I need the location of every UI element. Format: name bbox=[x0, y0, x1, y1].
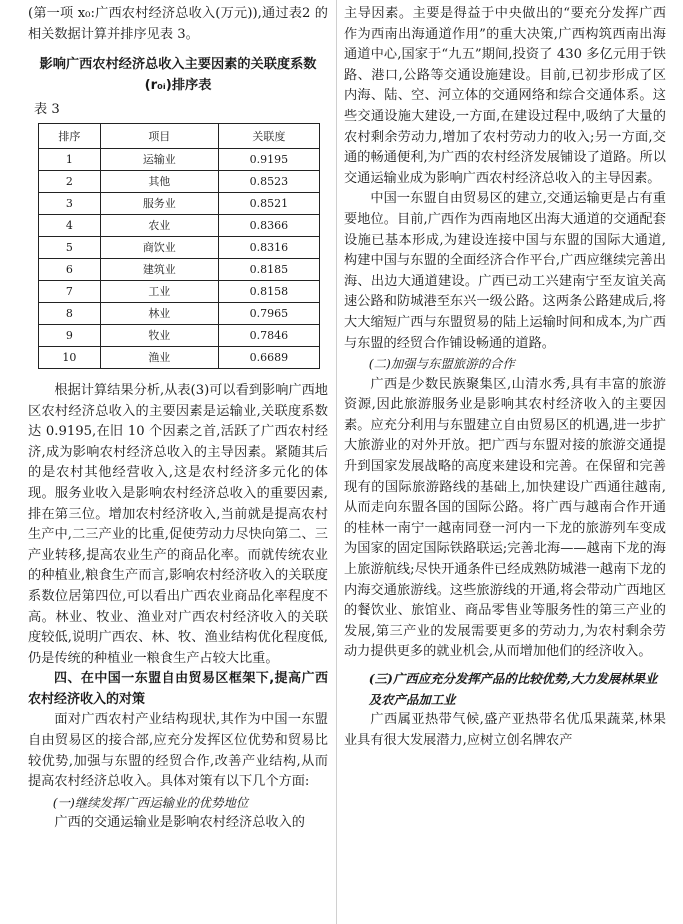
cell-rank: 10 bbox=[39, 346, 101, 368]
table-row bbox=[39, 258, 320, 280]
cell-rank: 9 bbox=[39, 324, 101, 346]
section-4-body: 面对广西农村产业结构现状,其作为中国一东盟自由贸易区的接合部,应充分发挥区位优势和贸易比较优势,加强与东盟的经贸合作,改善产业结构,从而提高农村经济总收入。具体对策有以下几个方面: bbox=[28, 712, 328, 790]
cell-rank: 7 bbox=[39, 280, 101, 302]
analysis-paragraph: 根据计算结果分析,从表(3)可以看到影响广西地区农村经济总收入的主要因素是运输业,关联度系数达 0.9195,在旧 10 个因素之首,活跃了广西农村经济,成为影响农村经济总收入的主导因素。紧随其后的是农村其他经营收入,这是农村经济多元化的体现。服务业收入是影响农村经济总收入的重要因素,排在第三位。增加农村经济收入,当前就是提高农村生产中,二三产业的比重,促使劳动力尽快向第二、三产业转移,提高农业生产的商品化率。而就传统农业的种植业,粮食生产而言,影响农村经济收入的关联度系数位居第四位,可以看出广西农业商品化率程度不高。林业、牧业、渔业对广西农村经济收入的关联度较低,说明广西农、林、牧、渔业结构优化程度低,仍是传统的种植业一粮食生产占较大比重。 bbox=[28, 382, 328, 666]
table-row bbox=[39, 346, 320, 368]
cell-item: 其他 bbox=[100, 170, 218, 192]
cell-item: 建筑业 bbox=[100, 258, 218, 280]
table-row bbox=[39, 236, 320, 258]
tourism-paragraph: 广西是少数民族聚集区,山清水秀,具有丰富的旅游资源,因此旅游服务业是影响其农村经济收入的主要因素。应充分利用与东盟建立自由贸易区的机遇,进一步扩大旅游业的对外开放。把广西与东盟对接的旅游交通提升到国家发展战略的高度来建设和完善。在保留和完善现有的国际旅游路线的基础上,加快建设广西通往越南,从而走向东盟各国的国际公路。将广西与越南合作开通的桂林一南宁一越南同登一河内一下龙的旅游列车变成为国家的固定国际铁路联运;完善北海——越南下龙的海上旅游航线;尽快开通条件已经成熟防城港一越南下龙的内海交通旅游线。这些旅游线的开通,将会带动广西地区的餐饮业、旅馆业、商品零售业等服务性的第三产业的发展,第三产业的发展需要更多的劳动力,为农村剩余劳动力提供更多的就业机会,从而增加他们的经济收入。 bbox=[344, 376, 666, 660]
table-row bbox=[39, 214, 320, 236]
cell-value: 0.6689 bbox=[218, 346, 319, 368]
right-column bbox=[344, 4, 666, 751]
cell-item: 渔业 bbox=[100, 346, 218, 368]
table-row bbox=[39, 148, 320, 170]
subsection-1-heading: (一)继续发挥广西运输业的优势地位 bbox=[52, 794, 249, 810]
cell-item: 农业 bbox=[100, 214, 218, 236]
cell-value: 0.9195 bbox=[218, 148, 319, 170]
cell-value: 0.8521 bbox=[218, 192, 319, 214]
subsection-2-heading: (二)加强与东盟旅游的合作 bbox=[368, 356, 515, 372]
table-row bbox=[39, 302, 320, 324]
cell-item: 林业 bbox=[100, 302, 218, 324]
table-header-row bbox=[39, 123, 320, 148]
fta-transport-paragraph: 中国一东盟自由贸易区的建立,交通运输更是占有重要地位。目前,广西作为西南地区出海大通道的交通配套设施已基本形成,为建设连接中国与东盟的国际大通道,构建中国与东盟的全面经济合作平台,广西应继续完善出海、出边大通道建设。广西已动工兴建南宁至友谊关高速公路和防城港至东兴一级公路。这两条公路建成后,将大大缩短广西与东盟贸易的陆上运输时间和成本,为广西与东盟的经贸合作铺设畅通的道路。 bbox=[344, 191, 666, 351]
cell-rank: 1 bbox=[39, 148, 101, 170]
cell-rank: 3 bbox=[39, 192, 101, 214]
table-row bbox=[39, 324, 320, 346]
cell-value: 0.8523 bbox=[218, 170, 319, 192]
cell-value: 0.7965 bbox=[218, 302, 319, 324]
forestry-paragraph: 广西属亚热带气候,盛产亚热带名优瓜果蔬菜,林果业具有很大发展潜力,应树立创名牌农产 bbox=[344, 712, 666, 748]
cell-item: 商饮业 bbox=[100, 236, 218, 258]
header-rank: 排序 bbox=[39, 123, 101, 148]
column-divider bbox=[336, 0, 337, 924]
cell-value: 0.7846 bbox=[218, 324, 319, 346]
cell-rank: 5 bbox=[39, 236, 101, 258]
cell-item: 工业 bbox=[100, 280, 218, 302]
table-title: 影响广西农村经济总收入主要因素的关联度系数(r₀ᵢ)排序表 bbox=[39, 57, 317, 93]
cell-rank: 2 bbox=[39, 170, 101, 192]
table-label: 表 3 bbox=[34, 102, 60, 118]
cell-rank: 4 bbox=[39, 214, 101, 236]
table-row bbox=[39, 170, 320, 192]
correlation-table bbox=[38, 123, 320, 369]
cell-value: 0.8316 bbox=[218, 236, 319, 258]
cell-rank: 8 bbox=[39, 302, 101, 324]
cell-value: 0.8366 bbox=[218, 214, 319, 236]
cell-item: 运输业 bbox=[100, 148, 218, 170]
intro-paragraph: (第一项 x₀:广西农村经济总收入(万元)),通过表2 的相关数据计算并排序见表 3。 bbox=[28, 6, 328, 42]
subsection-1-start: 广西的交通运输业是影响农村经济总收入的 bbox=[54, 815, 305, 831]
cell-rank: 6 bbox=[39, 258, 101, 280]
table-row bbox=[39, 192, 320, 214]
table-row bbox=[39, 280, 320, 302]
left-column bbox=[28, 4, 328, 834]
transport-paragraph: 主导因素。主要是得益于中央做出的“要充分发挥广西作为西南出海通道作用”的重大决策,广西构筑西南出海通道中心,国家于“九五”期间,投资了 430 多亿元用于铁路、港口,公路等交通设施建设。目前,已初步形成了区内海、陆、空、河立体的交通网络和综合交通体系。这些交通设施大建设,一方面,在建设过程中,吸纳了大量的农村剩余劳动力,增加了农村劳动力的收入;另一方面,交通的畅通便利,为广西的农村经济发展铺设了道路。所以交通运输业成为影响广西农村经济总收入的主导因素。 bbox=[344, 6, 666, 186]
header-item: 项目 bbox=[100, 123, 218, 148]
subsection-3-heading: (三)广西应充分发挥产品的比较优势,大力发展林果业及农产品加工业 bbox=[368, 671, 658, 707]
cell-value: 0.8158 bbox=[218, 280, 319, 302]
header-correlation: 关联度 bbox=[218, 123, 319, 148]
cell-item: 牧业 bbox=[100, 324, 218, 346]
cell-value: 0.8185 bbox=[218, 258, 319, 280]
cell-item: 服务业 bbox=[100, 192, 218, 214]
section-4-heading: 四、在中国一东盟自由贸易区框架下,提高广西农村经济收入的对策 bbox=[28, 671, 328, 707]
